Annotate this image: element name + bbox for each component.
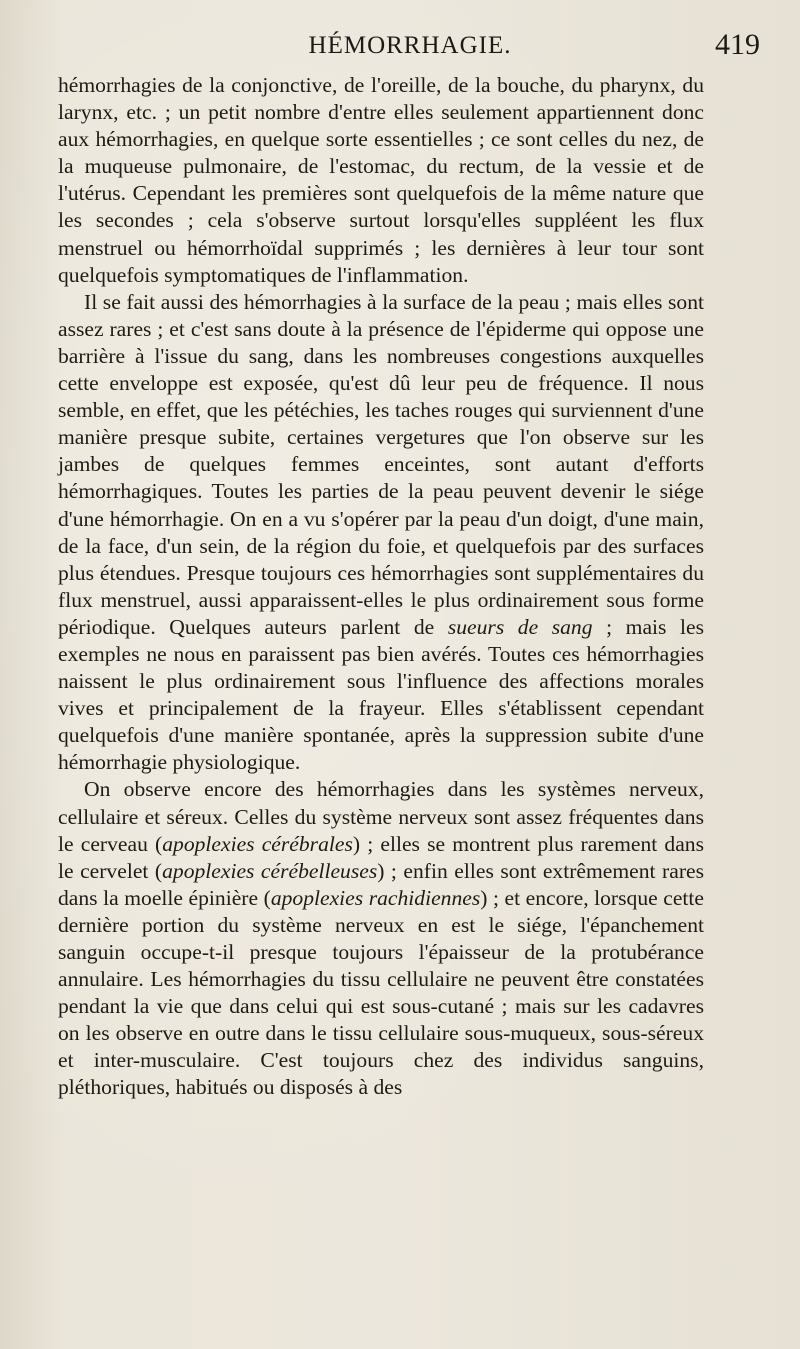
paragraph-3: [58, 776, 704, 1101]
paragraph-2-italic: sueurs de sang: [447, 614, 593, 639]
paragraph-1: hémorrhagies de la conjonctive, de l'oreille, de la bouche, du pharynx, du larynx, etc. ; un petit nombre d'entre elles seulement appartiennent donc aux hémorrhagies, en quelque sorte essentielles ; ce sont celles du nez, de la muqueuse pulmonaire, de l'estomac, du rectum, de la vessie et de l'utérus. Cependant les premières sont quelquefois de la même nature que les secondes ; cela s'observe surtout lorsqu'elles suppléent les flux menstruel ou hémorrhoïdal supprimés ; les dernières à leur tour sont quelquefois symptomatiques de l'inflammation.: [58, 73, 704, 287]
page-number: 419: [715, 28, 760, 61]
paragraph-3-italic-3: apoplexies rachidiennes: [270, 885, 481, 910]
paragraph-3-text-a: On observe encore des hémorrhagies dans les systèmes nerveux, cellulaire et séreux. Celles du système nerveux sont assez fréquentes dans le cerveau (: [58, 777, 704, 856]
paragraph-3-text-c: ) ; enfin elles sont extrêmement rares dans la moelle épinière (: [58, 858, 704, 910]
paragraph-3-italic-1: apoplexies cérébrales: [162, 831, 353, 856]
paragraph-2-text-a: Il se fait aussi des hémorrhagies à la surface de la peau ; mais elles sont assez rares ; et c'est sans doute à la présence de l'épiderme qui oppose une barrière à l'issue du sang, dans les nombreuses congestions auxquelles cette enveloppe est exposée, qu'est dû leur peu de fréquence. Il nous semble, en effet, que les pétéchies, les taches rouges qui surviennent d'une manière presque subite, certaines vergetures que l'on observe sur les jambes de quelques femmes enceintes, sont autant d'efforts hémorrhagiques. Toutes les parties de la peau peuvent devenir le siége d'une hémorrhagie. On en a vu s'opérer par la peau d'un doigt, d'une main, de la face, d'un sein, de la région du foie, et quelquefois par des surfaces plus étendues. Presque toujours ces hémorrhagies sont supplémentaires du flux menstruel, aussi apparaissent-elles le plus ordinairement sous forme périodique. Quelques auteurs parlent de: [58, 289, 704, 639]
paragraph-2: [58, 289, 704, 777]
body-text: [58, 72, 704, 1102]
paragraph-2-text-b: ; mais les exemples ne nous en paraissent pas bien avérés. Toutes ces hémorrhagies naissent le plus ordinairement sous l'influence des affections morales vives et principalement de la frayeur. Elles s'établissent cependant quelquefois d'une manière spontanée, après la suppression subite d'une hémorrhagie physiologique.: [58, 614, 704, 775]
running-title: HÉMORRHAGIE.: [308, 32, 512, 59]
paragraph-3-text-b: ) ; elles se montrent plus rarement dans le cervelet (: [58, 831, 704, 883]
running-head: [60, 30, 760, 70]
paragraph-3-text-d: ) ; et encore, lorsque cette dernière portion du système nerveux en est le siége, l'épanchement sanguin occupe-t-il presque toujours l'épaisseur de la protubérance annulaire. Les hémorrhagies du tissu cellulaire ne peuvent être constatées pendant la vie que dans celui qui est sous-cutané ; mais sur les cadavres on les observe en outre dans le tissu cellulaire sous-muqueux, sous-séreux et inter-musculaire. C'est toujours chez des individus sanguins, pléthoriques, habitués ou disposés à des: [58, 885, 704, 1100]
paragraph-3-italic-2: apoplexies cérébelleuses: [162, 858, 378, 883]
